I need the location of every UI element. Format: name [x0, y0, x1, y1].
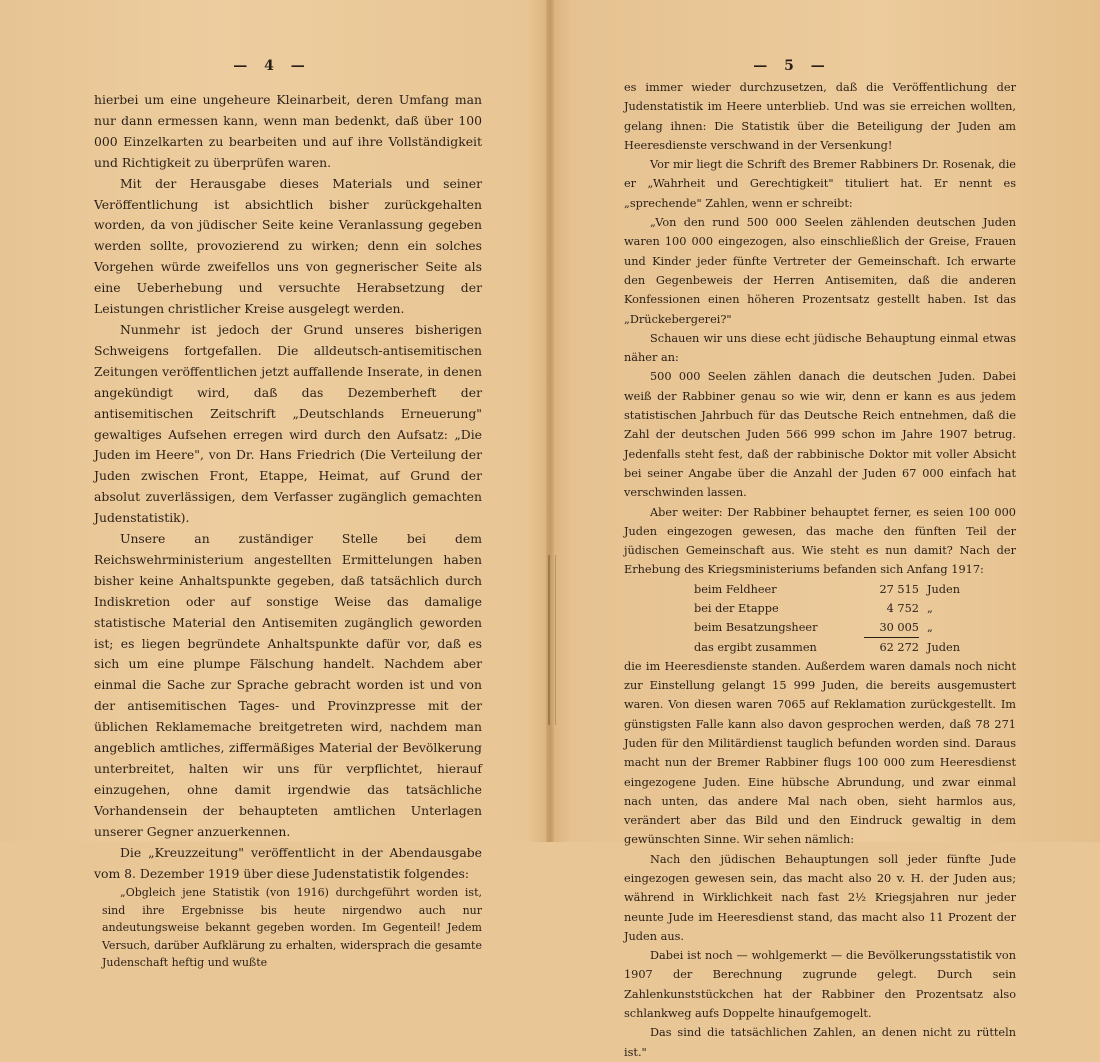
paragraph: Nunmehr ist jedoch der Grund unseres bisherigen Schweigens fortgefallen. Die alldeutsch-antisemitischen Zeitungen veröffentlichen jetzt auffallende Inserate, in denen angekündigt wird, daß das Dezemberheft der antisemitischen Zeitschrift „Deutschlands Erneuerung" gewaltiges Aufsehen erregen wird durch den Aufsatz: „Die Juden im Heere", von Dr. Hans Friedrich (Die Verteilung der Juden zwischen Front, Etappe, Heimat, auf Grund der absolut zuverlässigen, dem Verfasser zugänglich gemachten Judenstatistik).: [94, 321, 482, 526]
row-value: 27 515: [879, 582, 919, 596]
left-page-text: [94, 90, 482, 972]
paragraph: Dabei ist noch — wohlgemerkt — die Bevölkerungsstatistik von 1907 der Berechnung zugrunde gelegt. Durch sein Zahlenkunststückchen hat der Rabbiner den Prozentsatz also schlankweg aufs Doppelte hinaufgemogelt.: [624, 949, 1016, 1021]
paragraph: die im Heeresdienste standen. Außerdem waren damals noch nicht zur Einstellung gelangt 15 999 Juden, die bereits ausgemustert waren. Von diesen waren 7065 auf Reklamation zurückgestellt. Im günstigsten Falle kann also davon gesprochen werden, daß 78 271 Juden für den Militärdienst tauglich befunden worden sind. Daraus macht nun der Bremer Rabbiner flugs 100 000 zum Heeresdienst eingezogene Juden. Eine hübsche Abrundung, und zwar einmal nach unten, das andere Mal nach oben, sieht harmlos aus, verändert aber das Bild und den Eindruck gewaltig in dem gewünschten Sinne. Wir sehen nämlich:: [624, 659, 1016, 847]
paragraph: Mit der Herausgabe dieses Materials und seiner Veröffentlichung ist absichtlich bisher zurückgehalten worden, da von jüdischer Seite keine Veranlassung gegeben werden sollte, provozierend zu wirken; denn ein solches Vorgehen würde zweifellos uns von gegnerischer Seite als eine Ueberhebung und versuchte Herabsetzung der Leistungen christlicher Kreise ausgelegt werden.: [94, 175, 482, 317]
paragraph: es immer wieder durchzusetzen, daß die Veröffentlichung der Judenstatistik im Heere unterblieb. Und was sie erreichen wollten, gelang ihnen: Die Statistik über die Beteiligung der Juden am Heeresdienste verschwand in der Versenkung!: [624, 81, 1016, 152]
quote-paragraph: „Obgleich jene Statistik (von 1916) durchgeführt worden ist, sind ihre Ergebnisse bis heute nirgendwo auch nur andeutungsweise bekannt gegeben worden. Im Gegenteil! Jedem Versuch, darüber Aufklärung zu erhalten, widersprach die gesamte Judenschaft heftig und wußte: [102, 886, 482, 970]
paragraph: Schauen wir uns diese echt jüdische Behauptung einmal etwas näher an:: [624, 331, 1016, 365]
row-label: beim Feldheer: [694, 582, 777, 596]
page-left: [0, 0, 546, 970]
right-page-text: [624, 78, 1016, 1062]
row-label: bei der Etappe: [694, 601, 779, 615]
sum-value: 62 272: [879, 640, 919, 654]
paragraph: Nach den jüdischen Behauptungen soll jeder fünfte Jude eingezogen gewesen sein, das macht also 20 v. H. der Juden aus; während in Wirklichkeit nach fast 2½ Kriegsjahren nur jeder neunte Jude im Heeresdienst stand, das macht also 11 Prozent der Juden aus.: [624, 852, 1016, 943]
paragraph: Aber weiter: Der Rabbiner behauptet ferner, es seien 100 000 Juden eingezogen gewesen, das mache den fünften Teil der jüdischen Gemeinschaft aus. Wie steht es nun damit? Nach der Erhebung des Kriegsministeriums befanden sich Anfang 1917:: [624, 505, 1016, 577]
paragraph: Die „Kreuzzeitung" veröffentlicht in der Abendausgabe vom 8. Dezember 1919 über diese Judenstatistik folgendes:: [94, 844, 482, 881]
table-row: [694, 599, 994, 618]
row-unit: Juden: [927, 582, 960, 596]
paragraph: Unsere an zuständiger Stelle bei dem Reichswehrministerium angestellten Ermittelungen haben bisher keine Anhaltspunkte gegeben, daß tatsächlich durch Indiskretion oder auf sonstige Weise das damalige statistische Material den Antisemiten zugänglich geworden ist; es liegen begründete Anhaltspunkte dafür vor, daß es sich um eine plumpe Fälschung handelt. Nachdem aber einmal die Sache zur Sprache gebracht worden ist und von der antisemitischen Tages- und Provinzpresse mit der üblichen Reklamemache breitgetreten wird, nachdem man angeblich amtliches, ziffermäßiges Material der Bevölkerung unterbreitet, halten wir uns für verpflichtet, hierauf einzugehen, ohne damit irgendwie das tatsächliche Vorhandensein der behaupteten amtlichen Unterlagen unserer Gegner anzuerkennen.: [94, 531, 482, 839]
sum-unit: Juden: [927, 640, 960, 654]
paragraph: Das sind die tatsächlichen Zahlen, an denen nicht zu rütteln ist.": [624, 1026, 1016, 1059]
table-sum-row: [694, 638, 994, 657]
row-unit: „: [927, 601, 933, 615]
row-value: 4 752: [886, 601, 919, 615]
page-right: [554, 0, 1100, 1059]
page-number-right: — 5 —: [753, 58, 831, 74]
paragraph: Vor mir liegt die Schrift des Bremer Rabbiners Dr. Rosenak, die er „Wahrheit und Gerechtigkeit" tituliert hat. Er nennt es „sprechende" Zahlen, wenn er schreibt:: [624, 158, 1016, 210]
paragraph: 500 000 Seelen zählen danach die deutschen Juden. Dabei weiß der Rabbiner genau so wie wir, denn er kann es aus jedem statistischen Jahrbuch für das Deutsche Reich entnehmen, daß die Zahl der deutschen Juden 566 999 schon im Jahre 1907 betrug. Jedenfalls steht fest, daß der rabbinische Doktor mit voller Absicht bei seiner Angabe über die Anzahl der Juden 67 000 einfach hat verschwinden lassen.: [624, 370, 1016, 500]
row-unit: „: [927, 620, 933, 634]
row-label: beim Besatzungsheer: [694, 620, 818, 634]
page-number-left: — 4 —: [233, 58, 311, 74]
sum-label: das ergibt zusammen: [694, 640, 817, 654]
row-value: 30 005: [864, 618, 919, 638]
quote-paragraph: „Von den rund 500 000 Seelen zählenden deutschen Juden waren 100 000 eingezogen, also einschließlich der Greise, Frauen und Kinder jeder fünfte Vertreter der Gemeinschaft. Ich erwarte den Gegenbeweis der Herren Antisemiten, daß die anderen Konfessionen einen höheren Prozentsatz gestellt haben. Ist das „Drückebergerei?": [624, 216, 1016, 326]
statistics-table: [694, 580, 994, 657]
paragraph: hierbei um eine ungeheure Kleinarbeit, deren Umfang man nur dann ermessen kann, wenn man bedenkt, daß über 100 000 Einzelkarten zu bearbeiten und auf ihre Vollständigkeit und Richtigkeit zu überprüfen waren.: [94, 92, 482, 170]
table-row: [694, 618, 994, 638]
table-row: [694, 580, 994, 599]
